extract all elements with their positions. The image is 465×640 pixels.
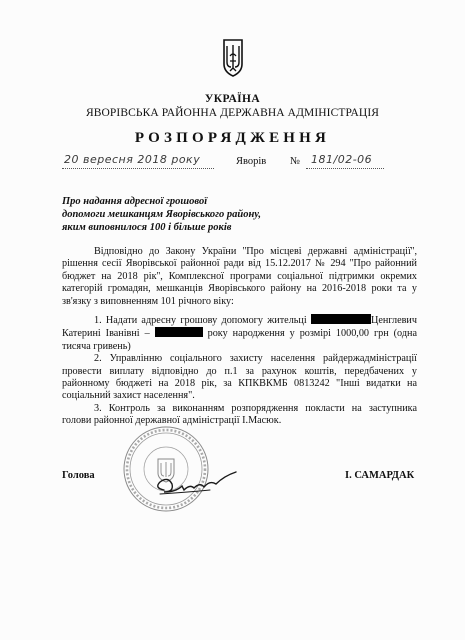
handwritten-date: 20 вересня 2018 року [64, 153, 201, 166]
item-1-text-a: 1. Надати адресну грошову допомогу жительці [94, 315, 307, 327]
item-3-paragraph: 3. Контроль за виконанням розпорядження покласти на заступника голови районної державної адміністрації І.Масюк. [62, 402, 417, 427]
country-heading: УКРАЇНА [204, 93, 261, 105]
number-underline [306, 168, 384, 169]
signatory-title: Голова [62, 470, 95, 481]
subject-line: допомоги мешканцям Яворівського району, [62, 209, 262, 220]
subject-line: яким виповнилося 100 і більше років [62, 222, 232, 233]
date-underline [62, 168, 214, 169]
item-1-text-c: року народження у розмірі 1000,00 грн (одна тисяча гривень) [62, 328, 418, 352]
redacted-address-box [311, 314, 371, 324]
city-name: Яворів [236, 156, 267, 167]
item-1-text-b: Ценглевич Катерині Іванівні – [62, 315, 417, 340]
item-1-paragraph [62, 314, 417, 353]
preamble-paragraph: Відповідно до Закону України ''Про місцеві державні адміністрації'', рішення сесії Яворівської районної ради від 15.12.2017 № 294 ''Про районний бюджет на 2018 рік'', Комплексної програми соціальної підтримки окремих категорій громадян, мешканців Яворівського району на 2016-2018 роки та у зв'язку з виповненням 101 річного віку: [62, 246, 417, 307]
organization-heading: ЯВОРІВСЬКА РАЙОННА ДЕРЖАВНА АДМІНІСТРАЦІЯ [85, 107, 380, 119]
document-subject [62, 195, 292, 234]
item-2-paragraph: 2. Управлінню соціального захисту населення райдержадміністрації провести виплату відповідно до п.1 за рахунок коштів, передбачених у районному бюджеті на 2018 рік, за КПКВКМБ 0813242 "Інші видатки на соціальний захист населення". [62, 353, 417, 402]
document-body [62, 246, 417, 428]
tryzub-coat-of-arms-icon [222, 38, 244, 78]
redacted-birthdate-box [155, 327, 203, 337]
subject-line: Про надання адресної грошової [62, 196, 208, 207]
document-type-title: РОЗПОРЯДЖЕННЯ [134, 130, 331, 146]
handwritten-document-number: 181/02-06 [311, 153, 373, 166]
number-sign: № [290, 156, 301, 167]
handwritten-signature-icon [150, 462, 240, 502]
signatory-name: І. САМАРДАК [345, 470, 415, 481]
